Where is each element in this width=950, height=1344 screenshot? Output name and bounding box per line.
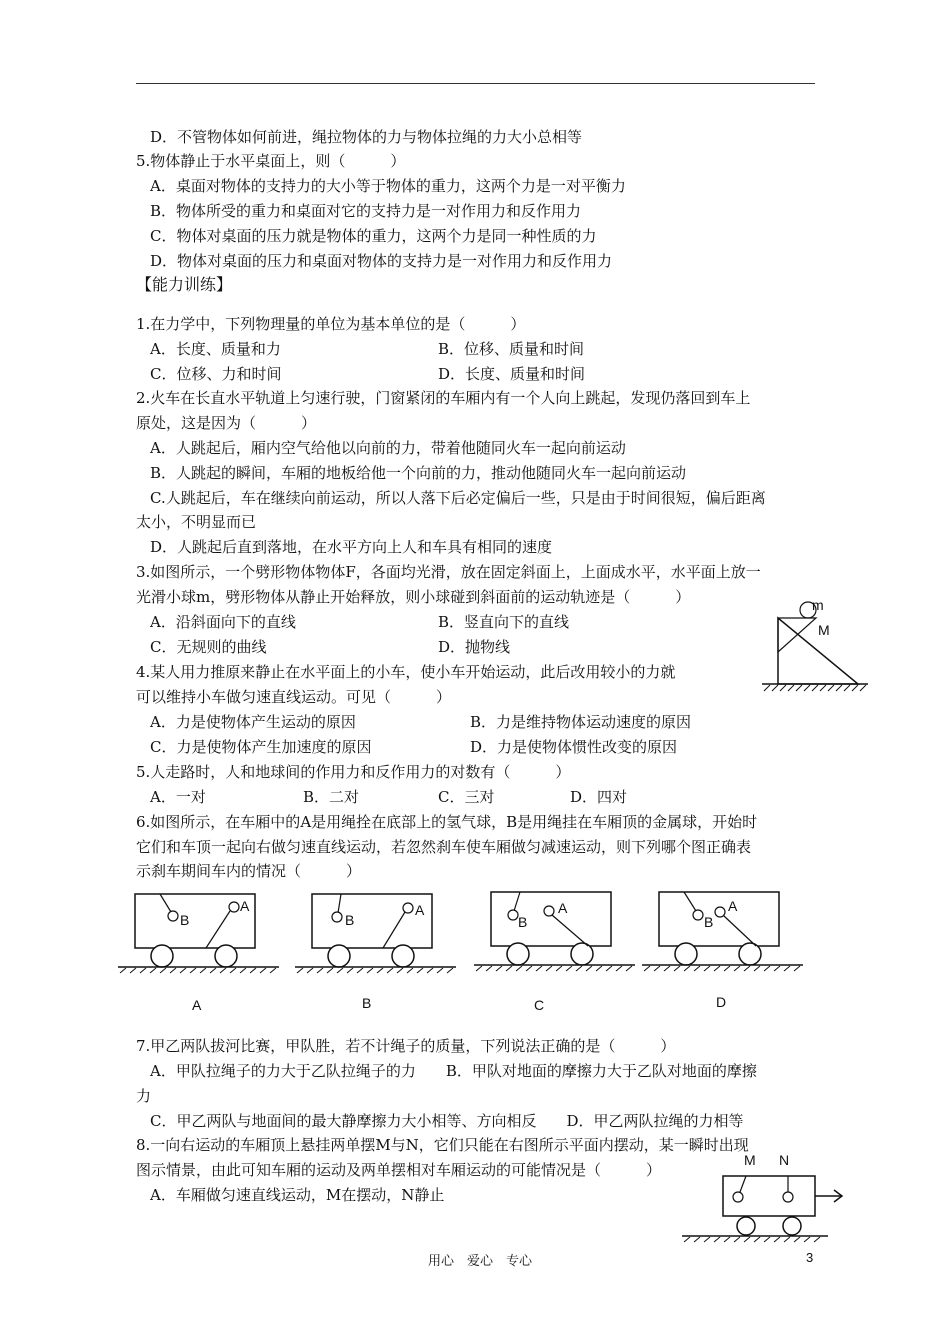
q5a-option-b: B．物体所受的重力和桌面对它的支持力是一对作用力和反作用力 (150, 202, 582, 220)
q2-option-a: A．人跳起后，厢内空气给他以向前的力，带着他随同火车一起向前运动 (150, 439, 626, 457)
q6-stem-line2: 它们和车顶一起向右做匀速直线运动，若忽然刹车使车厢做匀减速运动，则下列哪个图正确表 (136, 838, 752, 856)
header-rule (136, 83, 815, 84)
q6-figure-c (472, 890, 637, 972)
q1-option-c: C．位移、力和时间 (150, 365, 282, 383)
q5-stem: 5.人走路时，人和地球间的作用力和反作用力的对数有（ ） (136, 763, 571, 781)
q8-option-a: A．车厢做匀速直线运动，M在摆动，N静止 (150, 1186, 445, 1204)
q6-figure-b (293, 892, 458, 974)
q1-option-b: B．位移、质量和时间 (438, 340, 585, 358)
q6-fig-a-ball-a: A (240, 898, 250, 914)
q3-stem-line1: 3.如图所示，一个劈形物体物体F，各面均光滑，放在固定斜面上，上面成水平，水平面上放一 (136, 563, 761, 581)
q3-option-d: D．抛物线 (438, 638, 511, 656)
q6-fig-a-ball-b: B (180, 912, 190, 928)
q4-stem-line2: 可以维持小车做匀速直线运动。可见（ ） (136, 688, 452, 706)
prev-option-d: D．不管物体如何前进，绳拉物体的力与物体拉绳的力大小总相等 (150, 128, 583, 146)
q8-stem-line1: 8.一向右运动的车厢顶上悬挂两单摆M与N，它们只能在右图所示平面内摆动，某一瞬时出现 (136, 1136, 749, 1154)
q7-options-ab-cont: 力 (136, 1087, 152, 1105)
q1-option-a: A．长度、质量和力 (150, 340, 281, 358)
q4-stem-line1: 4.某人用力推原来静止在水平面上的小车，使小车开始运动，此后改用较小的力就 (136, 663, 676, 681)
footer-motto: 用心 爱心 专心 (428, 1254, 533, 1269)
q6-fig-b-ball-a: A (415, 902, 425, 918)
q6-fig-c-ball-b: B (518, 914, 528, 930)
q6-figure-a (116, 892, 281, 974)
q7-options-cd: C．甲乙两队与地面间的最大静摩擦力大小相等、方向相反 D．甲乙两队拉绳的力相等 (150, 1112, 744, 1130)
q6-figure-caption-d: D (716, 994, 727, 1010)
q5-option-c: C．三对 (438, 788, 495, 806)
q1-stem: 1.在力学中，下列物理量的单位为基本单位的是（ ） (136, 315, 526, 333)
q1-option-d: D．长度、质量和时间 (438, 365, 586, 383)
q6-figure-caption-c: C (534, 997, 545, 1013)
q5-option-b: B．二对 (303, 788, 360, 806)
page-number: 3 (806, 1250, 814, 1265)
q3-stem-line2: 光滑小球m，劈形物体从静止开始释放，则小球碰到斜面前的运动轨迹是（ ） (136, 588, 691, 606)
q4-option-b: B．力是维持物体运动速度的原因 (470, 713, 692, 731)
q6-fig-b-ball-b: B (345, 912, 355, 928)
q4-option-c: C．力是使物体产生加速度的原因 (150, 738, 372, 756)
q2-option-d: D．人跳起后直到落地，在水平方向上人和车具有相同的速度 (150, 538, 553, 556)
q8-fig-label-N: N (779, 1152, 790, 1168)
q7-options-ab: A．甲队拉绳子的力大于乙队拉绳子的力 B．甲队对地面的摩擦力大于乙队对地面的摩擦 (150, 1062, 757, 1080)
q2-option-c-line1: C.人跳起后，车在继续向前运动，所以人落下后必定偏后一些，只是由于时间很短，偏后距离 (150, 489, 766, 507)
q3-fig-label-m: m (812, 597, 824, 613)
q6-fig-d-ball-a: A (728, 898, 738, 914)
q3-option-b: B．竖直向下的直线 (438, 613, 570, 631)
q6-fig-c-ball-a: A (558, 900, 568, 916)
q2-option-c-line2: 太小，不明显而已 (136, 513, 257, 531)
q6-fig-d-ball-b: B (704, 914, 714, 930)
q5a-option-c: C．物体对桌面的压力就是物体的重力，这两个力是同一种性质的力 (150, 227, 597, 245)
q6-figure-d (640, 890, 805, 972)
q3-incline-figure (760, 596, 870, 692)
q5a-option-a: A．桌面对物体的支持力的大小等于物体的重力，这两个力是一对平衡力 (150, 177, 626, 195)
q5-option-a: A．一对 (150, 788, 206, 806)
q2-stem-line1: 2.火车在长直水平轨道上匀速行驶，门窗紧闭的车厢内有一个人向上跳起，发现仍落回到车上 (136, 389, 751, 407)
q8-carriage-figure (680, 1152, 830, 1248)
q5a-option-d: D．物体对桌面的压力和桌面对物体的支持力是一对作用力和反作用力 (150, 252, 613, 270)
q3-fig-label-M: M (818, 622, 830, 638)
q6-figure-caption-a: A (192, 997, 202, 1013)
q8-stem-line2: 图示情景，由此可知车厢的运动及两单摆相对车厢运动的可能情况是（ ） (136, 1161, 662, 1179)
q3-option-c: C．无规则的曲线 (150, 638, 267, 656)
q5a-stem: 5.物体静止于水平桌面上，则（ ） (136, 152, 406, 170)
q7-stem: 7.甲乙两队拔河比赛，甲队胜，若不计绳子的质量，下列说法正确的是（ ） (136, 1037, 676, 1055)
q2-stem-line2: 原处，这是因为（ ） (136, 414, 317, 432)
q5-option-d: D．四对 (570, 788, 628, 806)
section-title: 【能力训练】 (136, 275, 233, 294)
q2-option-b: B．人跳起的瞬间，车厢的地板给他一个向前的力，推动他随同火车一起向前运动 (150, 464, 687, 482)
q4-option-d: D．力是使物体惯性改变的原因 (470, 738, 678, 756)
q4-option-a: A．力是使物体产生运动的原因 (150, 713, 356, 731)
q3-option-a: A．沿斜面向下的直线 (150, 613, 296, 631)
q6-stem-line3: 示刹车期间车内的情况（ ） (136, 862, 362, 880)
q6-figure-caption-b: B (362, 995, 372, 1011)
q8-fig-label-M: M (744, 1152, 756, 1168)
q6-stem-line1: 6.如图所示，在车厢中的A是用绳拴在底部上的氢气球，B是用绳挂在车厢顶的金属球，开始时 (136, 813, 758, 831)
